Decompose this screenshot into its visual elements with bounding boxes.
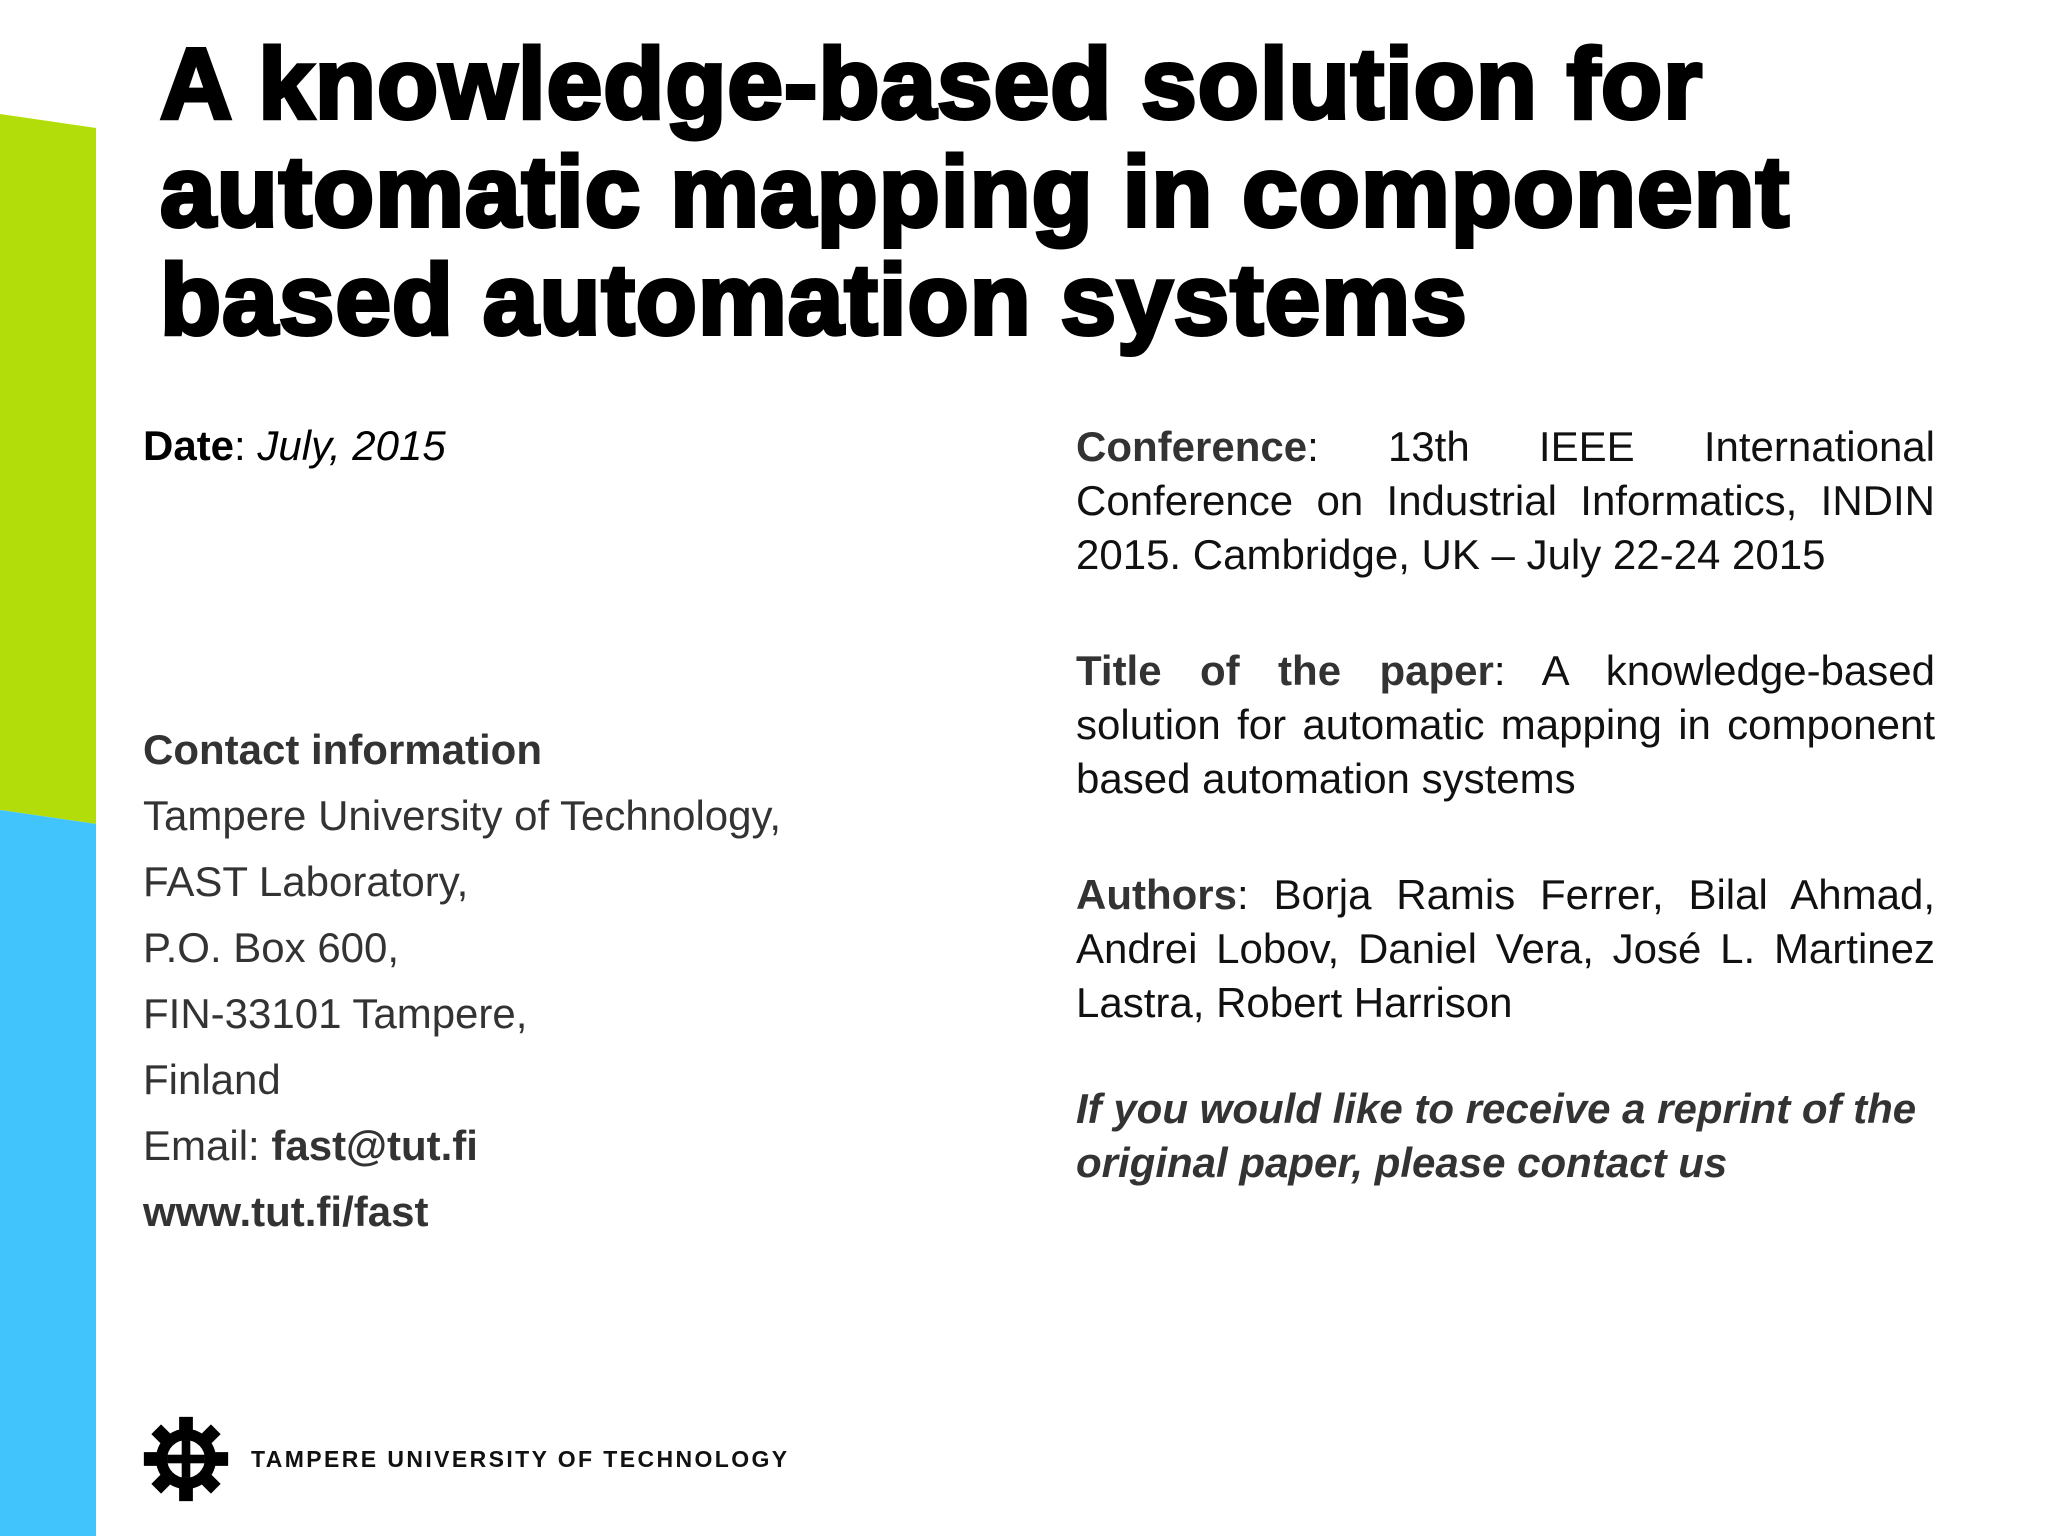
- paper-title-value: A knowledge-based solution for automatic mapping in component based automation systems: [1076, 647, 1935, 802]
- date-line: Date: July, 2015: [143, 422, 446, 469]
- email-link[interactable]: fast@tut.fi: [271, 1122, 478, 1169]
- university-logo: [143, 1416, 790, 1502]
- contact-line-lab: FAST Laboratory,: [143, 858, 469, 905]
- conference-label: Conference: [1076, 423, 1308, 470]
- accent-green-stripe: [0, 114, 96, 824]
- conference-value: 13th IEEE International Conference on Industrial Informatics, INDIN 2015. Cambridge, UK – July 22-24 2015: [1076, 423, 1935, 578]
- accent-blue-stripe: [0, 810, 96, 1536]
- contact-line-pobox: P.O. Box 600,: [143, 924, 400, 971]
- website-link[interactable]: www.tut.fi/fast: [143, 1188, 429, 1235]
- accent-bar: [0, 0, 96, 1536]
- date-value: July, 2015: [257, 422, 446, 469]
- contact-section: [143, 717, 1003, 1245]
- authors-block: Authors: Borja Ramis Ferrer, Bilal Ahmad, Andrei Lobov, Daniel Vera, José L. Martinez Lastra, Robert Harrison: [1076, 871, 1935, 1026]
- contact-heading: Contact information: [143, 726, 542, 773]
- reprint-note: If you would like to receive a reprint of the original paper, please contact us: [1076, 1085, 1917, 1186]
- paper-title-block: Title of the paper: A knowledge-based solution for automatic mapping in component based automation systems: [1076, 647, 1935, 802]
- contact-line-university: Tampere University of Technology,: [143, 792, 782, 839]
- slide-title: A knowledge-based solution for automatic mapping in component based automation systems: [160, 28, 1791, 356]
- contact-line-country: Finland: [143, 1056, 281, 1103]
- date-section: [143, 420, 1003, 472]
- gear-icon: [143, 1416, 229, 1502]
- publication-details: [1076, 420, 1935, 1190]
- university-name: TAMPERE UNIVERSITY OF TECHNOLOGY: [251, 1445, 790, 1472]
- email-label: Email:: [143, 1122, 272, 1169]
- authors-label: Authors: [1076, 871, 1237, 918]
- authors-value: Borja Ramis Ferrer, Bilal Ahmad, Andrei Lobov, Daniel Vera, José L. Martinez Lastra, Robert Harrison: [1076, 871, 1935, 1026]
- contact-email-line: [143, 1113, 1003, 1179]
- conference-block: Conference: 13th IEEE International Conference on Industrial Informatics, INDIN 2015. Cambridge, UK – July 22-24 2015: [1076, 423, 1935, 578]
- date-label: Date: [143, 422, 235, 469]
- paper-title-label: Title of the paper: [1076, 647, 1494, 694]
- contact-line-city: FIN-33101 Tampere,: [143, 990, 528, 1037]
